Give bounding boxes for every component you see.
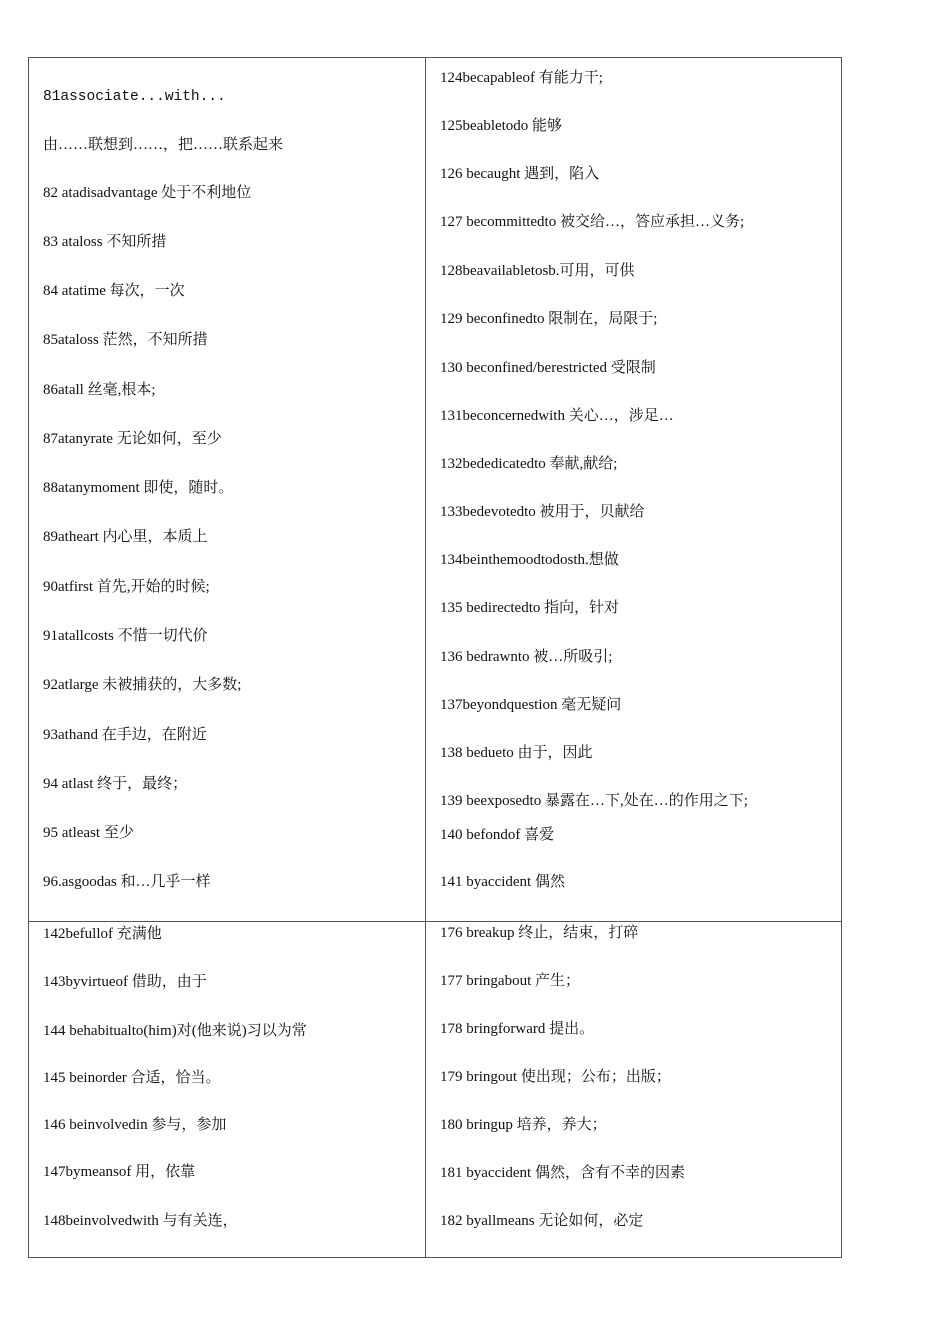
list-item: 由……联想到……，把……联系起来 [43, 137, 284, 153]
list-item: 136 bedrawnto 被…所吸引; [440, 649, 613, 665]
list-item: 182 byallmeans 无论如何，必定 [440, 1213, 644, 1229]
list-item: 92atlarge 未被捕获的，大多数; [43, 677, 242, 693]
list-item: 82 atadisadvantage 处于不利地位 [43, 185, 252, 201]
list-item: 179 bringout 使出现；公布；出版； [440, 1069, 671, 1085]
entry-list [426, 58, 841, 921]
list-item: 144 behabitualto(him)对(他来说)习以为常 [43, 1023, 307, 1039]
list-item: 90atfirst 首先,开始的时候; [43, 579, 210, 595]
list-item: 176 breakup 终止，结束，打碎 [440, 925, 639, 941]
list-item: 133bedevotedto 被用于，贝献给 [440, 504, 645, 520]
list-item: 81associate...with... [43, 89, 226, 105]
list-item: 96.asgoodas 和…几乎一样 [43, 874, 211, 890]
list-item: 89atheart 内心里，本质上 [43, 529, 208, 545]
entry-list [29, 922, 425, 1257]
list-item: 126 becaught 遇到，陷入 [440, 166, 600, 182]
list-item: 180 bringup 培养，养大； [440, 1117, 607, 1133]
list-item: 146 beinvolvedin 参与，参加 [43, 1117, 227, 1133]
list-item: 83 ataloss 不知所措 [43, 234, 167, 250]
list-item: 143byvirtueof 借助，由于 [43, 974, 207, 990]
list-item: 135 bedirectedto 指向，针对 [440, 600, 620, 616]
list-item: 95 atleast 至少 [43, 825, 134, 841]
list-item: 88atanymoment 即使，随时。 [43, 480, 234, 496]
list-item: 137beyondquestion 毫无疑问 [440, 697, 622, 713]
list-item: 127 becommittedto 被交给…，答应承担…义务; [440, 214, 745, 230]
list-item: 132bededicatedto 奉献,献给; [440, 456, 618, 472]
list-item: 139 beexposedto 暴露在…下,处在…的作用之下; [440, 793, 748, 809]
list-item: 145 beinorder 合适，恰当。 [43, 1070, 221, 1086]
table-row [29, 58, 842, 922]
list-item: 91atallcosts 不惜一切代价 [43, 628, 208, 644]
list-item: 84 atatime 每次，一次 [43, 283, 185, 299]
table-row [29, 922, 842, 1258]
list-item: 85ataloss 茫然，不知所措 [43, 332, 208, 348]
entry-list [426, 922, 841, 1257]
list-item: 138 bedueto 由于，因此 [440, 745, 593, 761]
list-item: 93athand 在手边，在附近 [43, 727, 207, 743]
list-item: 181 byaccident 偶然，含有不幸的因素 [440, 1165, 685, 1181]
list-item: 128beavailabletosb.可用，可供 [440, 263, 635, 279]
list-item: 141 byaccident 偶然 [440, 874, 565, 890]
list-item: 147bymeansof 用，依靠 [43, 1164, 196, 1180]
list-item: 148beinvolvedwith 与有关连， [43, 1213, 238, 1229]
list-item: 94 atlast 终于，最终； [43, 776, 188, 792]
list-item: 134beinthemoodtodosth.想做 [440, 552, 619, 568]
list-item: 131beconcernedwith 关心…，涉足… [440, 408, 674, 424]
entry-list [29, 58, 425, 921]
list-item: 178 bringforward 提出。 [440, 1021, 595, 1037]
list-item: 86atall 丝毫,根本; [43, 382, 156, 398]
list-item: 129 beconfinedto 限制在，局限于; [440, 311, 658, 327]
list-item: 130 beconfined/berestricted 受限制 [440, 360, 656, 376]
left-column-cell [29, 922, 426, 1258]
right-column-cell [426, 922, 842, 1258]
left-column-cell [29, 58, 426, 922]
list-item: 142befullof 充满他 [43, 926, 162, 942]
list-item: 124becapableof 有能力干; [440, 70, 603, 86]
list-item: 87atanyrate 无论如何，至少 [43, 431, 222, 447]
list-item: 140 befondof 喜爱 [440, 827, 555, 843]
list-item: 125beabletodo 能够 [440, 118, 563, 134]
right-column-cell [426, 58, 842, 922]
vocab-table [28, 57, 842, 1258]
list-item: 177 bringabout 产生； [440, 973, 580, 989]
